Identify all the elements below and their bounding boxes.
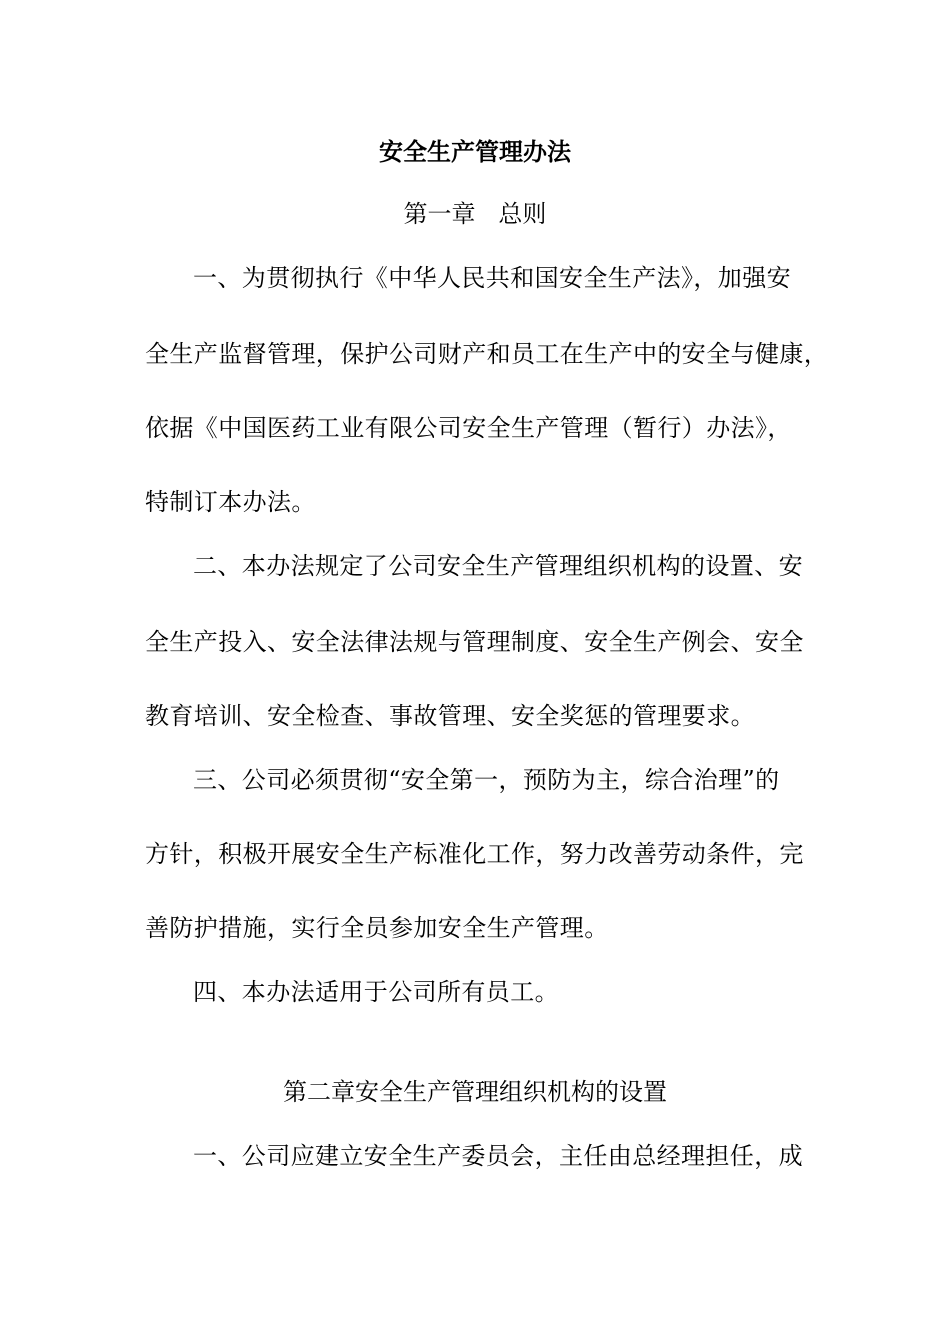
paragraph-line: 四、本办法适用于公司所有员工。 bbox=[193, 978, 559, 1006]
paragraph-line: 一、公司应建立安全生产委员会，主任由总经理担任，成 bbox=[193, 1142, 803, 1170]
paragraph-line: 特制订本办法。 bbox=[145, 488, 316, 516]
paragraph-line: 善防护措施，实行全员参加安全生产管理。 bbox=[145, 914, 609, 942]
paragraph-line: 全生产投入、安全法律法规与管理制度、安全生产例会、安全 bbox=[145, 628, 804, 656]
document-title: 安全生产管理办法 bbox=[379, 137, 571, 166]
paragraph-line: 全生产监督管理，保护公司财产和员工在生产中的安全与健康， bbox=[145, 340, 829, 368]
paragraph-line: 依据《中国医药工业有限公司安全生产管理（暂行）办法》， bbox=[145, 414, 792, 442]
chapter-2-heading: 第二章安全生产管理组织机构的设置 bbox=[283, 1078, 667, 1106]
paragraph-line: 方针，积极开展安全生产标准化工作，努力改善劳动条件，完 bbox=[145, 840, 804, 868]
paragraph-line: 三、公司必须贯彻“安全第一，预防为主，综合治理”的 bbox=[193, 766, 780, 794]
paragraph-line: 二、本办法规定了公司安全生产管理组织机构的设置、安 bbox=[193, 552, 803, 580]
paragraph-line: 教育培训、安全检查、事故管理、安全奖惩的管理要求。 bbox=[145, 702, 755, 730]
chapter-1-heading: 第一章 总则 bbox=[403, 200, 547, 228]
paragraph-line: 一、为贯彻执行《中华人民共和国安全生产法》，加强安 bbox=[193, 264, 791, 292]
